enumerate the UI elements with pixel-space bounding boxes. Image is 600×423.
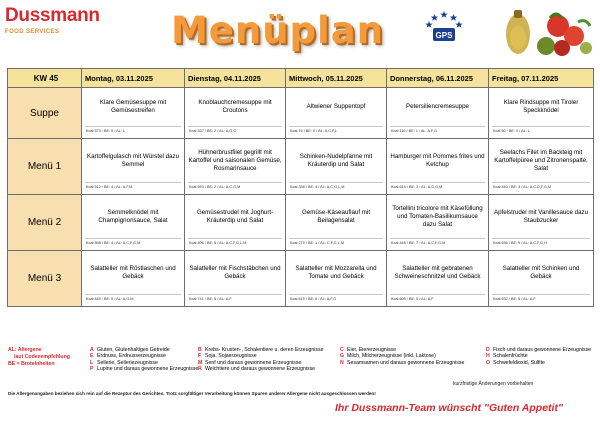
nutrition-info: Kcal:440 / BE: 3 / AL: A,C,D,F,G,M	[492, 182, 590, 192]
nutrition-info: Kcal:741 / BE: 5 / AL: A,F	[188, 294, 282, 304]
menu-cell	[185, 139, 286, 195]
dish-name: Knoblauchcremesuppe mit Croutons	[198, 99, 272, 114]
menu-cell	[387, 88, 489, 139]
nutrition-info: Kcal:593 / BE: 2 / AL: A,C,G,M	[188, 182, 282, 192]
nutrition-info: Kcal:636 / BE: 9 / AL: A,C,F,G,H	[492, 238, 590, 248]
nutrition-info: Kcal:512 / BE: 4 / AL: A,F,M	[85, 182, 181, 192]
row-label: Menü 3	[8, 251, 82, 307]
legend-item: F Soja, Sojaerzeugnisse	[198, 353, 257, 360]
table-row	[8, 88, 594, 139]
nutrition-info: Kcal:532 / BE: 5 / AL: A,F	[492, 294, 590, 304]
menu-cell	[185, 251, 286, 307]
menu-cell	[82, 251, 185, 307]
gps-logo-icon	[422, 8, 466, 52]
day-header: Montag, 03.11.2025	[82, 69, 185, 88]
dish-name: Hühnerbrustfilet gegrillt mit Kartoffel und saisonalen Gemüse, Rosmarinsauce	[188, 148, 282, 172]
dish-name: Salatteller mit Röstlaschen und Gebäck	[90, 264, 176, 280]
day-header: Donnerstag, 06.11.2025	[387, 69, 489, 88]
table-row	[8, 251, 594, 307]
menu-cell	[286, 88, 387, 139]
dish-name: Kartoffelgulasch mit Würstel dazu Semmel	[86, 152, 180, 168]
nutrition-info: Kcal:515 / BE: 6 / AL: A,F,G	[289, 294, 383, 304]
menu-cell	[489, 251, 594, 307]
nutrition-info: Kcal:445 / BE: 7 / AL: A,C,F,G,M	[390, 238, 485, 248]
dish-name: Tortellini tricolore mit Käsefüllung und Tomaten-Basilikumsauce dazu Salat	[392, 204, 483, 228]
legend-item: M Senf und daraus gewonnene Erzeugnisse	[198, 359, 302, 366]
legend-item: P Lupine und daraus gewonnene Erzeugnisse	[90, 365, 199, 372]
dish-name: Seelachs Filet im Backteig mit Kartoffelpüree und Zitronenspalte, Salat	[494, 148, 588, 172]
legend-item: E Erdnuss, Erdnusserzeugnisse	[90, 353, 166, 360]
nutrition-info: Kcal:445 / BE: 5 / AL: A,G,M	[85, 294, 181, 304]
table-row	[8, 195, 594, 251]
legend-item: L Sellerie, Selleriezeugnisse	[90, 359, 158, 366]
greeting-message: Ihr Dussmann-Team wünscht "Guten Appetit"	[335, 402, 563, 414]
nutrition-info: Kcal:76 / BE: 0 / AL: A,C,F,L	[289, 126, 383, 136]
menu-cell	[387, 195, 489, 251]
menu-cell	[82, 195, 185, 251]
table-row	[8, 139, 594, 195]
dish-name: Semmelknödel mit Champignonsauce, Salat	[98, 208, 168, 224]
menu-cell	[387, 139, 489, 195]
week-label: KW 45	[8, 69, 82, 88]
dish-name: Gemüse-Käseauflauf mit Beilagensalat	[301, 208, 371, 224]
dish-name: Klare Rindsuppe mit Tiroler Speckknödel	[503, 99, 579, 114]
dish-name: Salatteller mit Schinken und Gebäck	[502, 264, 580, 280]
nutrition-info: Kcal:406 / BE: 5 / AL: A,C,F,G,L,M	[188, 238, 282, 248]
nutrition-info: Kcal:275 / BE: 1 / AL: C,F,G,L,M	[289, 238, 383, 248]
legend-key-line: laut Codexempfehlung	[14, 354, 70, 360]
menu-cell	[286, 251, 387, 307]
legend-item: D Fisch und daraus gewonnene Erzeugnisse	[486, 347, 592, 353]
allergen-disclaimer: Die Allergenangaben beziehen sich rein auf die Rezeptur des Gerichtes. Trotz sorgfältiger Verarbeitung können Spuren anderer Allergene nicht ausgeschlossen werden!	[8, 391, 376, 396]
nutrition-info: Kcal:337 / BE: 2 / AL: A,G,O	[188, 126, 282, 136]
menu-table	[7, 68, 594, 307]
nutrition-info: Kcal:116 / BE: 1 / AL: A,F,G	[390, 126, 485, 136]
legend-item: O Schwefeldioxid, Sulfite	[486, 359, 545, 366]
dish-name: Klare Gemüsesuppe mit Gemüsestreifen	[99, 99, 167, 114]
changes-note: kurzfristige Änderungen vorbehalten	[453, 381, 534, 387]
day-header: Freitag, 07.11.2025	[489, 69, 594, 88]
legend-key	[8, 347, 98, 368]
day-header: Mittwoch, 05.11.2025	[286, 69, 387, 88]
legend-column	[90, 347, 198, 372]
nutrition-info: Kcal:609 / BE: 5 / AL: A,F	[390, 294, 485, 304]
legend-key-line: AL: Allergene	[8, 347, 42, 353]
legend-item: R Weichtiere und daraus gewonnene Erzeugnisse	[198, 365, 316, 372]
menu-cell	[286, 139, 387, 195]
legend-item: G Milch, Milcherzeugnisse (inkl. Laktose)	[340, 353, 436, 360]
nutrition-info: Kcal:614 / BE: 3 / AL: A,C,G,M	[390, 182, 485, 192]
dish-name: Hamburger mit Pommes frites und Ketchup	[390, 152, 485, 168]
legend-item: H Schalenfrüchte	[486, 353, 528, 360]
nutrition-info: Kcal:338 / BE: 4 / AL: A,C,G,L,M	[289, 182, 383, 192]
brand-name: Dussmann	[5, 5, 100, 26]
menu-cell	[82, 88, 185, 139]
nutrition-info: Kcal:50 / BE: 0 / AL: L	[492, 126, 590, 136]
legend-item: A Gluten, Glutenhaltiges Getreide	[90, 347, 170, 353]
dish-name: Petersiliencremesuppe	[406, 103, 469, 110]
legend-item: C Eier, Eiererzeugnisse	[340, 347, 397, 353]
legend-column	[340, 347, 464, 366]
dish-name: Apfelstrudel mit Vanillesauce dazu Staubzucker	[493, 208, 589, 224]
dish-name: Salatteller mit gebratenen Schweineschnitzel und Gebäck	[394, 264, 481, 280]
row-label: Suppe	[8, 88, 82, 139]
page-title-text: Menüplan	[170, 8, 385, 52]
brand-subtitle: FOOD SERVICES	[5, 29, 60, 35]
menu-cell	[185, 88, 286, 139]
dish-name: Schinken-Nudelpfanne mit Kräuterdip und Salat	[299, 152, 373, 168]
dish-name: Salatteller mit Mozzarella und Tomate und Gebäck	[295, 264, 377, 280]
legend-item: B Krebs- Krusten-, Schalentiere u. deren Erzeugnisse	[198, 347, 324, 353]
row-label: Menü 2	[8, 195, 82, 251]
menu-cell	[387, 251, 489, 307]
day-header: Dienstag, 04.11.2025	[185, 69, 286, 88]
legend-column	[486, 347, 591, 366]
menu-cell	[185, 195, 286, 251]
brand-logo	[5, 6, 100, 35]
menu-cell	[489, 88, 594, 139]
food-illustration-icon	[488, 4, 596, 60]
dish-name: Salatteller mit Fischstäbchen und Gebäck	[189, 264, 281, 280]
menu-cell	[489, 195, 594, 251]
legend-item: N Sesamsamen und daraus gewonnene Erzeugnisse	[340, 359, 465, 366]
table-header-row	[8, 69, 594, 88]
nutrition-info: Kcal:398 / BE: 4 / AL: A,C,F,G,M	[85, 238, 181, 248]
dish-name: Gemüsestrudel mit Joghurt-Kräuterdip und Salat	[196, 208, 274, 224]
menu-cell	[82, 139, 185, 195]
gps-logo-text: GPS	[435, 31, 453, 40]
page-title	[150, 8, 405, 52]
legend-key-line: BE = Broteinheiten	[8, 361, 55, 367]
legend-column	[198, 347, 324, 372]
menu-cell	[286, 195, 387, 251]
menu-cell	[489, 139, 594, 195]
row-label: Menü 1	[8, 139, 82, 195]
nutrition-info: Kcal:573 / BE: 5 / AL: L	[85, 126, 181, 136]
dish-name: Altwiener Suppentopf	[306, 103, 366, 110]
